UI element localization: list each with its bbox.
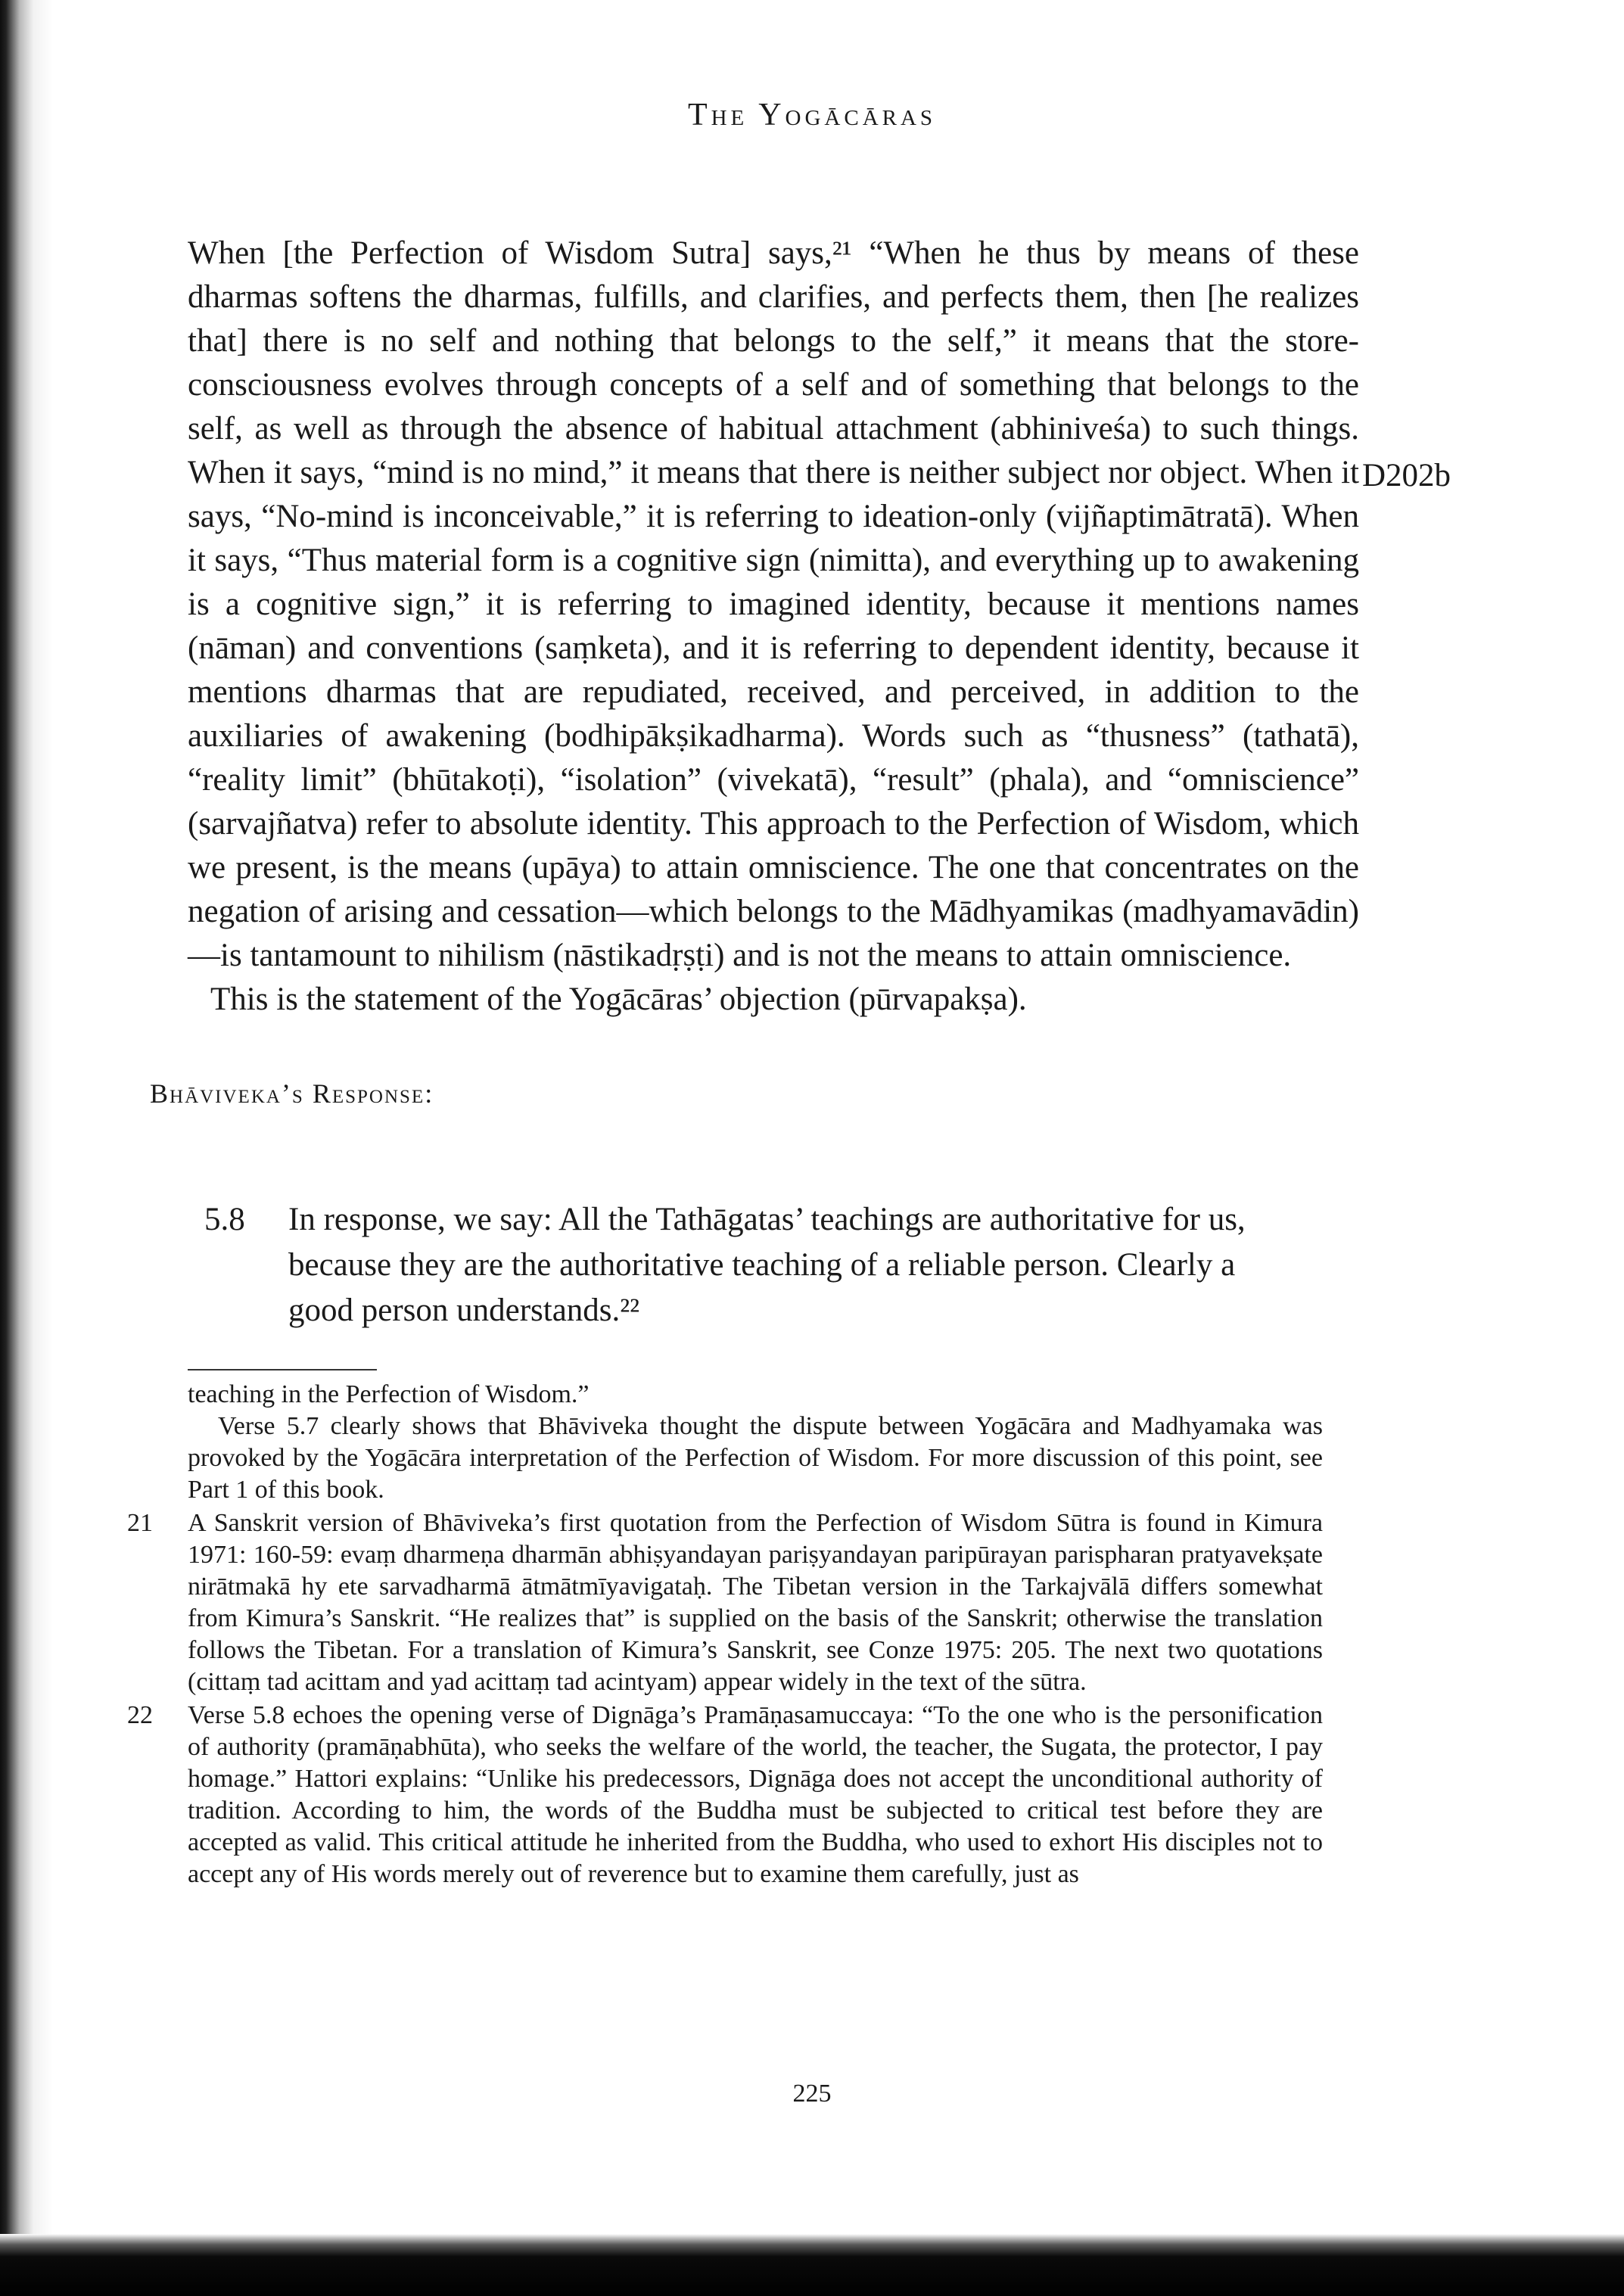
- footnote-21: [127, 1507, 1323, 1698]
- body-paragraph-1: When [the Perfection of Wisdom Sutra] says,²¹ “When he thus by means of these dharmas softens the dharmas, fulfills, and clarifies, and perfects them, then [he realizes that] there is no self and nothing that belongs to the self,” it means that the store-consciousness evolves through concepts of a self and of something that belongs to the self, as well as through the absence of habitual attachment (abhiniveśa) to such things. When it says, “mind is no mind,” it means that there is neither subject nor object. When it says, “No-mind is inconceivable,” it is referring to ideation-only (vijñaptimātratā). When it says, “Thus material form is a cognitive sign (nimitta), and everything up to awakening is a cognitive sign,” it is referring to imagined identity, because it mentions names (nāman) and conventions (saṃketa), and it is referring to dependent identity, because it mentions dharmas that are repudiated, received, and perceived, in addition to the auxiliaries of awakening (bodhipākṣikadharma). Words such as “thusness” (tathatā), “reality limit” (bhūtakoṭi), “isolation” (vivekatā), “result” (phala), and “omniscience” (sarvajñatva) refer to absolute identity. This approach to the Perfection of Wisdom, which we present, is the means (upāya) to attain omniscience. The one that concentrates on the negation of arising and cessation—which belongs to the Mādhyamikas (madhyamavādin)—is tantamount to nihilism (nāstikadṛṣṭi) and is not the means to attain omniscience.: [188, 235, 1359, 973]
- footnote-continuation: teaching in the Perfection of Wisdom.”: [188, 1380, 590, 1408]
- book-binding-edge: [0, 0, 53, 2296]
- footnote-text: Verse 5.8 echoes the opening verse of Dignāga’s Pramāṇasamuccaya: “To the one who is the personification of authority (pramāṇabhūta), who seeks the welfare of the world, the teacher, the Sugata, the protector, I pay homage.” Hattori explains: “Unlike his predecessors, Dignāga does not accept the unconditional authority of tradition. According to him, the words of the Buddha must be subjected to critical test before they are accepted as valid. This critical attitude he inherited from the Buddha, who used to exhort His disciples not to accept any of His words merely out of reverence but to examine them carefully, just as: [188, 1701, 1323, 1888]
- footnote-continuation-paragraph: Verse 5.7 clearly shows that Bhāviveka thought the dispute between Yogācāra and Madhyamaka was provoked by the Yogācāra interpretation of the Perfection of Wisdom. For more discussion of this point, see Part 1 of this book.: [188, 1412, 1323, 1504]
- page-number: 225: [792, 2080, 832, 2108]
- footnote-22: [127, 1700, 1323, 1890]
- footnote-number: 22: [127, 1701, 153, 1729]
- verse-text: In response, we say: All the Tathāgatas’ teachings are authoritative for us, because they are the authoritative teaching of a reliable person. Clearly a good person understands.²²: [288, 1202, 1246, 1328]
- scan-bottom-edge: [0, 2234, 1624, 2296]
- running-header: The Yogācāras: [687, 98, 937, 132]
- footnote-number: 21: [127, 1509, 153, 1537]
- derge-page-reference: D202b: [1362, 458, 1451, 493]
- verse-number: 5.8: [204, 1202, 245, 1237]
- main-text: [188, 232, 1359, 1022]
- verse-block: [204, 1197, 1302, 1333]
- footnotes: [127, 1379, 1323, 1890]
- footnote-text: A Sanskrit version of Bhāviveka’s first quotation from the Perfection of Wisdom Sūtra is found in Kimura 1971: 160-59: evaṃ dharmeṇa dharmān abhiṣyandayan pariṣyandayan paripūrayan parispharan pratyavekṣate nirātmakā hy ete sarvadharmā ātmātmīyavigataḥ. The Tibetan version in the Tarkajvālā differs somewhat from Kimura’s Sanskrit. “He realizes that” is supplied on the basis of the Sanskrit; otherwise the translation follows the Tibetan. For a translation of Kimura’s Sanskrit, see Conze 1975: 205. The next two quotations (cittaṃ tad acittam and yad acittaṃ tad acintyam) appear widely in the text of the sūtra.: [188, 1509, 1323, 1696]
- footnote-rule: [188, 1369, 377, 1370]
- body-paragraph-2: This is the statement of the Yogācāras’ objection (pūrvapakṣa).: [210, 982, 1027, 1017]
- section-heading: Bhāviveka’s Response:: [150, 1078, 434, 1109]
